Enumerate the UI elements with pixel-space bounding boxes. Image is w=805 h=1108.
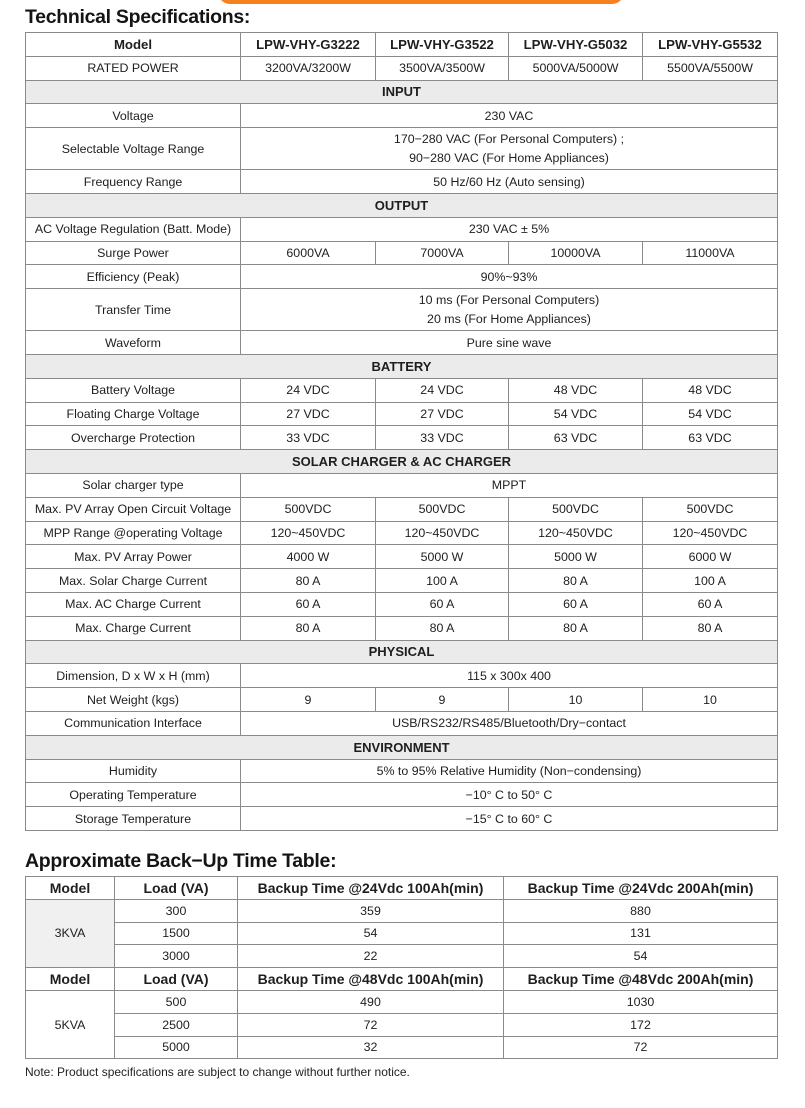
backup-title: Approximate Back−Up Time Table: (25, 850, 337, 872)
table-header-row (26, 877, 778, 900)
cell-value: 880 (504, 899, 778, 922)
row-label: Selectable Voltage Range (26, 128, 241, 170)
cell-value: 80 A (643, 616, 778, 640)
cell-value: 80 A (241, 569, 376, 593)
cell-value: 500 (115, 990, 238, 1013)
cell-value: 5000 W (376, 545, 509, 569)
table-row (26, 688, 778, 712)
table-row (26, 592, 778, 616)
cell-value: 500VDC (241, 497, 376, 521)
model-name: LPW-VHY-G5532 (643, 33, 778, 57)
cell-value: 48 VDC (643, 378, 778, 402)
spec-table (25, 32, 778, 831)
table-row (26, 378, 778, 402)
cell-value: 80 A (509, 569, 643, 593)
cell-value: 5000VA/5000W (509, 56, 643, 80)
table-row (26, 331, 778, 355)
cell-value: MPPT (241, 473, 778, 497)
section-row (26, 80, 778, 104)
cell-value: 172 (504, 1013, 778, 1036)
row-label: Max. Solar Charge Current (26, 569, 241, 593)
cell-value: 120~450VDC (643, 521, 778, 545)
cell-value: 5000 (115, 1036, 238, 1059)
table-row (26, 170, 778, 194)
table-row (26, 1013, 778, 1036)
orange-banner-bar (218, 0, 624, 4)
cell-value: 3500VA/3500W (376, 56, 509, 80)
cell-value: 500VDC (376, 497, 509, 521)
cell-value: 60 A (241, 592, 376, 616)
table-row (26, 807, 778, 831)
row-label: Communication Interface (26, 711, 241, 735)
row-label: MPP Range @operating Voltage (26, 521, 241, 545)
table-row (26, 545, 778, 569)
row-label: Overcharge Protection (26, 426, 241, 450)
spec-title: Technical Specifications: (25, 6, 251, 28)
row-label: Max. AC Charge Current (26, 592, 241, 616)
cell-value: 72 (238, 1013, 504, 1036)
cell-value: 27 VDC (241, 402, 376, 426)
table-row (26, 899, 778, 922)
cell-value: 24 VDC (376, 378, 509, 402)
table-row (26, 922, 778, 945)
cell-value: 100 A (643, 569, 778, 593)
cell-value: 80 A (376, 616, 509, 640)
table-row (26, 33, 778, 57)
section-output: OUTPUT (26, 193, 778, 217)
row-label: Max. PV Array Power (26, 545, 241, 569)
cell-value: 10 (509, 688, 643, 712)
table-row (26, 241, 778, 265)
column-header: Model (26, 968, 115, 991)
cell-value (241, 289, 778, 331)
column-header: Backup Time @48Vdc 200Ah(min) (504, 968, 778, 991)
cell-value: 9 (376, 688, 509, 712)
cell-value: 500VDC (509, 497, 643, 521)
cell-value: 4000 W (241, 545, 376, 569)
row-label: Waveform (26, 331, 241, 355)
cell-value: 500VDC (643, 497, 778, 521)
cell-value (241, 128, 778, 170)
table-row (26, 759, 778, 783)
table-row (26, 521, 778, 545)
table-row (26, 104, 778, 128)
table-row (26, 426, 778, 450)
section-row (26, 640, 778, 664)
row-label: Solar charger type (26, 473, 241, 497)
model-name: LPW-VHY-G3222 (241, 33, 376, 57)
cell-line: 90−280 VAC (For Home Appliances) (409, 150, 609, 165)
cell-value: 60 A (376, 592, 509, 616)
cell-value: 3000 (115, 945, 238, 968)
cell-value: 3200VA/3200W (241, 56, 376, 80)
cell-value: −15° C to 60° C (241, 807, 778, 831)
model-name: LPW-VHY-G3522 (376, 33, 509, 57)
column-header: Load (VA) (115, 968, 238, 991)
cell-value: 80 A (509, 616, 643, 640)
row-label: Max. Charge Current (26, 616, 241, 640)
cell-value: 60 A (643, 592, 778, 616)
cell-value: 54 VDC (509, 402, 643, 426)
section-battery: BATTERY (26, 354, 778, 378)
cell-value: 11000VA (643, 241, 778, 265)
model-header: Model (26, 33, 241, 57)
section-row (26, 193, 778, 217)
table-row (26, 569, 778, 593)
cell-line: 20 ms (For Home Appliances) (427, 311, 591, 326)
table-row (26, 664, 778, 688)
cell-value: 120~450VDC (509, 521, 643, 545)
backup-time-table (25, 876, 778, 1059)
column-header: Backup Time @24Vdc 100Ah(min) (238, 877, 504, 900)
table-header-row (26, 968, 778, 991)
cell-value: 22 (238, 945, 504, 968)
cell-value: 230 VAC ± 5% (241, 217, 778, 241)
column-header: Model (26, 877, 115, 900)
column-header: Backup Time @24Vdc 200Ah(min) (504, 877, 778, 900)
cell-value: 1500 (115, 922, 238, 945)
cell-line: 10 ms (For Personal Computers) (418, 293, 600, 308)
row-label: Max. PV Array Open Circuit Voltage (26, 497, 241, 521)
cell-value: 1030 (504, 990, 778, 1013)
section-row (26, 735, 778, 759)
table-row (26, 265, 778, 289)
cell-value: 24 VDC (241, 378, 376, 402)
cell-value: 50 Hz/60 Hz (Auto sensing) (241, 170, 778, 194)
cell-value: 63 VDC (643, 426, 778, 450)
table-row (26, 990, 778, 1013)
cell-value: 120~450VDC (376, 521, 509, 545)
cell-value: 359 (238, 899, 504, 922)
section-charger: SOLAR CHARGER & AC CHARGER (26, 450, 778, 474)
row-label: AC Voltage Regulation (Batt. Mode) (26, 217, 241, 241)
section-input: INPUT (26, 80, 778, 104)
table-row (26, 473, 778, 497)
cell-value: 100 A (376, 569, 509, 593)
cell-value: 32 (238, 1036, 504, 1059)
cell-value: 9 (241, 688, 376, 712)
cell-value: USB/RS232/RS485/Bluetooth/Dry−contact (241, 711, 778, 735)
table-row (26, 616, 778, 640)
cell-value: 60 A (509, 592, 643, 616)
row-label: Dimension, D x W x H (mm) (26, 664, 241, 688)
row-label: Net Weight (kgs) (26, 688, 241, 712)
cell-value: 54 VDC (643, 402, 778, 426)
section-physical: PHYSICAL (26, 640, 778, 664)
table-row (26, 1036, 778, 1059)
row-label: Floating Charge Voltage (26, 402, 241, 426)
cell-value: 6000VA (241, 241, 376, 265)
column-header: Backup Time @48Vdc 100Ah(min) (238, 968, 504, 991)
row-label: Humidity (26, 759, 241, 783)
cell-value: 33 VDC (241, 426, 376, 450)
row-label: Efficiency (Peak) (26, 265, 241, 289)
row-label: Surge Power (26, 241, 241, 265)
cell-value: 80 A (241, 616, 376, 640)
cell-value: 27 VDC (376, 402, 509, 426)
cell-value: 5000 W (509, 545, 643, 569)
table-row (26, 128, 778, 170)
cell-value: 131 (504, 922, 778, 945)
table-row (26, 56, 778, 80)
cell-value: 7000VA (376, 241, 509, 265)
cell-value: 5% to 95% Relative Humidity (Non−condensing) (241, 759, 778, 783)
cell-value: 63 VDC (509, 426, 643, 450)
table-row (26, 497, 778, 521)
section-row (26, 450, 778, 474)
model-name: LPW-VHY-G5032 (509, 33, 643, 57)
row-label: Voltage (26, 104, 241, 128)
model-cell: 3KVA (26, 899, 115, 967)
cell-value: 5500VA/5500W (643, 56, 778, 80)
cell-value: 300 (115, 899, 238, 922)
cell-value: 10 (643, 688, 778, 712)
cell-value: 54 (238, 922, 504, 945)
cell-value: Pure sine wave (241, 331, 778, 355)
cell-value: 490 (238, 990, 504, 1013)
table-row (26, 711, 778, 735)
row-label: Storage Temperature (26, 807, 241, 831)
section-row (26, 354, 778, 378)
cell-value: 90%~93% (241, 265, 778, 289)
cell-value: 2500 (115, 1013, 238, 1036)
table-row (26, 217, 778, 241)
cell-value: 120~450VDC (241, 521, 376, 545)
row-label: Operating Temperature (26, 783, 241, 807)
cell-value: 10000VA (509, 241, 643, 265)
cell-value: 6000 W (643, 545, 778, 569)
table-row (26, 945, 778, 968)
cell-value: 33 VDC (376, 426, 509, 450)
cell-value: 48 VDC (509, 378, 643, 402)
cell-value: 115 x 300x 400 (241, 664, 778, 688)
cell-value: −10° C to 50° C (241, 783, 778, 807)
row-label: Battery Voltage (26, 378, 241, 402)
row-label: Frequency Range (26, 170, 241, 194)
cell-value: 72 (504, 1036, 778, 1059)
column-header: Load (VA) (115, 877, 238, 900)
table-row (26, 402, 778, 426)
table-row (26, 289, 778, 331)
model-cell: 5KVA (26, 990, 115, 1058)
cell-value: 54 (504, 945, 778, 968)
section-environment: ENVIRONMENT (26, 735, 778, 759)
row-label: Transfer Time (26, 289, 241, 331)
row-label: RATED POWER (26, 56, 241, 80)
cell-value: 230 VAC (241, 104, 778, 128)
footnote: Note: Product specifications are subject to change without further notice. (25, 1065, 410, 1079)
table-row (26, 783, 778, 807)
cell-line: 170−280 VAC (For Personal Computers) ; (393, 132, 625, 147)
